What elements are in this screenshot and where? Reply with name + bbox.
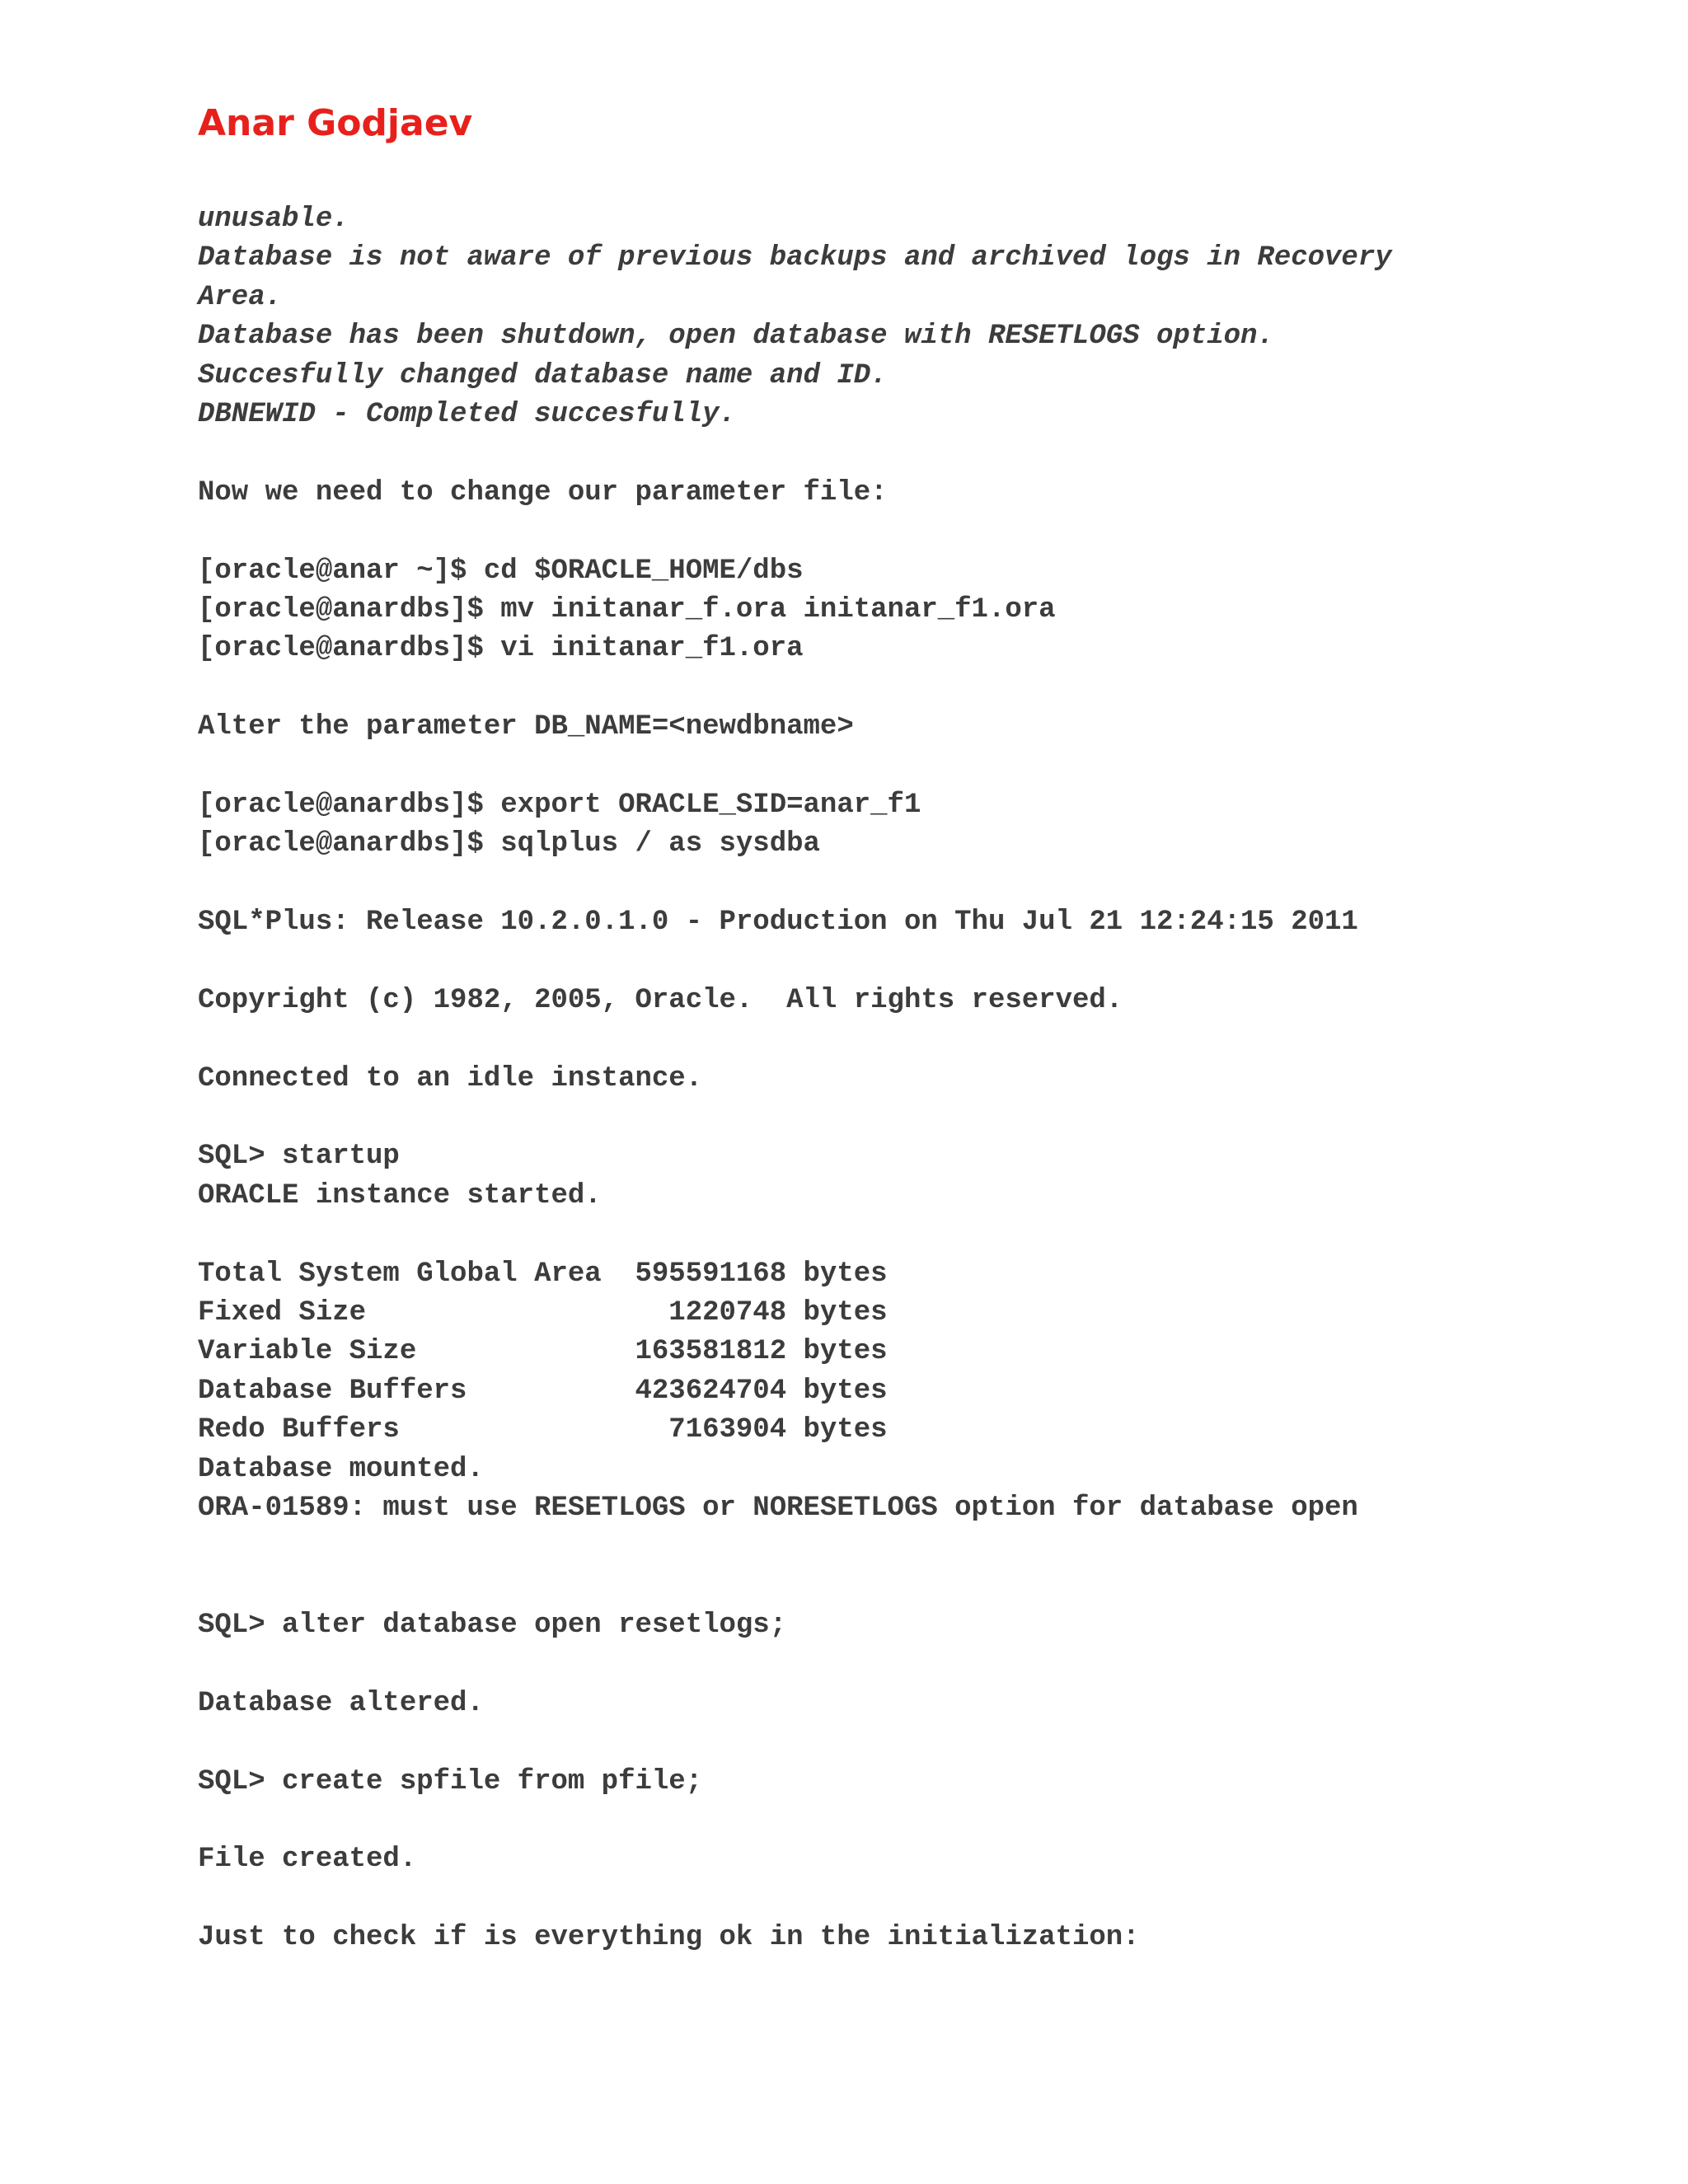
blank-line bbox=[198, 1099, 1665, 1137]
text-line: [oracle@anardbs]$ sqlplus / as sysdba bbox=[198, 828, 820, 860]
text-line: Fixed Size 1220748 bytes bbox=[198, 1296, 888, 1329]
text-line: Database Buffers 423624704 bytes bbox=[198, 1375, 888, 1407]
blank-line bbox=[198, 669, 1665, 708]
text-line: Connected to an idle instance. bbox=[198, 1062, 703, 1094]
blank-line bbox=[198, 1802, 1665, 1840]
blank-line bbox=[198, 747, 1665, 785]
text-line: DBNEWID - Completed succesfully. bbox=[198, 398, 736, 430]
text-line: Database has been shutdown, open database with RESETLOGS option. bbox=[198, 321, 1274, 353]
blank-line bbox=[198, 1216, 1665, 1254]
blank-line bbox=[198, 1880, 1665, 1919]
text-line: SQL> startup bbox=[198, 1141, 400, 1173]
blank-line bbox=[198, 1528, 1665, 1567]
text-line: [oracle@anardbs]$ mv initanar_f.ora initanar_f1.ora bbox=[198, 593, 1056, 626]
text-line: SQL> alter database open resetlogs; bbox=[198, 1610, 787, 1642]
blank-line bbox=[198, 942, 1665, 981]
blank-line bbox=[198, 865, 1665, 903]
blank-line bbox=[198, 1645, 1665, 1684]
text-line: Database mounted. bbox=[198, 1453, 484, 1485]
text-line: ORACLE instance started. bbox=[198, 1179, 602, 1212]
text-line: Redo Buffers 7163904 bytes bbox=[198, 1414, 888, 1446]
blank-line bbox=[198, 1020, 1665, 1059]
document-body bbox=[198, 200, 1665, 1958]
blank-line bbox=[198, 513, 1665, 551]
text-line: [oracle@anardbs]$ export ORACLE_SID=anar_f1 bbox=[198, 789, 921, 821]
text-line: Database is not aware of previous backups and archived logs in Recovery bbox=[198, 242, 1392, 274]
text-line: SQL> create spfile from pfile; bbox=[198, 1765, 703, 1797]
blank-line bbox=[198, 1568, 1665, 1606]
text-line: ORA-01589: must use RESETLOGS or NORESETLOGS option for database open bbox=[198, 1492, 1358, 1524]
text-line: SQL*Plus: Release 10.2.0.1.0 - Production on Thu Jul 21 12:24:15 2011 bbox=[198, 907, 1358, 939]
blank-line bbox=[198, 1723, 1665, 1762]
text-line: Succesfully changed database name and ID. bbox=[198, 359, 888, 391]
text-line: Now we need to change our parameter file: bbox=[198, 476, 888, 509]
text-line: Area. bbox=[198, 281, 283, 313]
text-line: Total System Global Area 595591168 bytes bbox=[198, 1258, 888, 1290]
text-line: Database altered. bbox=[198, 1687, 484, 1719]
text-line: Alter the parameter DB_NAME=<newdbname> bbox=[198, 711, 854, 743]
author-name: Anar Godjaev bbox=[198, 102, 473, 144]
text-line: Copyright (c) 1982, 2005, Oracle. All rights reserved. bbox=[198, 984, 1123, 1016]
text-line: File created. bbox=[198, 1844, 417, 1876]
text-line: unusable. bbox=[198, 204, 349, 235]
text-line: [oracle@anar ~]$ cd $ORACLE_HOME/dbs bbox=[198, 555, 804, 587]
text-line: Variable Size 163581812 bytes bbox=[198, 1336, 888, 1368]
text-line: [oracle@anardbs]$ vi initanar_f1.ora bbox=[198, 633, 804, 665]
text-line: Just to check if is everything ok in the initialization: bbox=[198, 1922, 1140, 1954]
blank-line bbox=[198, 434, 1665, 473]
